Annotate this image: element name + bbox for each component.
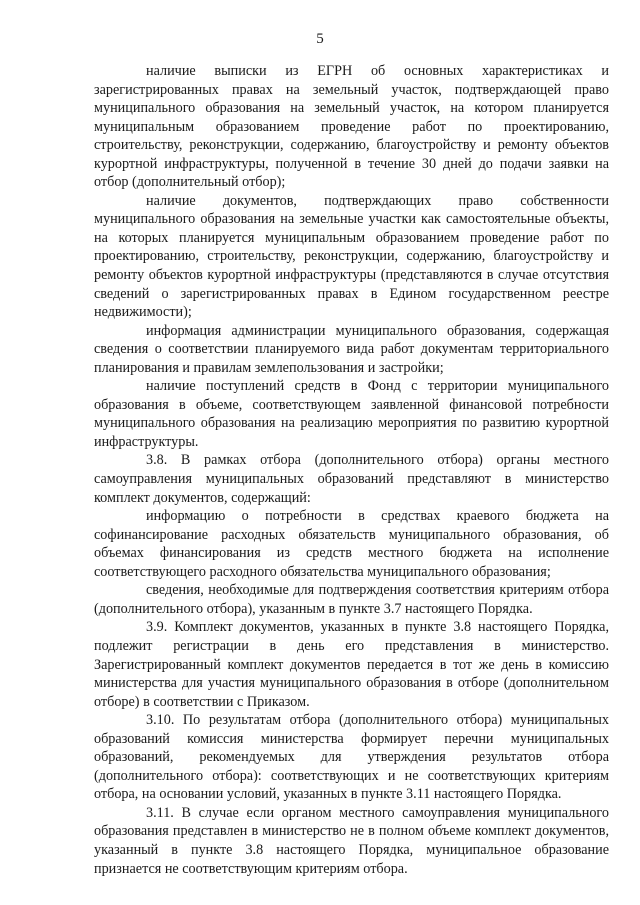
paragraph-3-8: 3.8. В рамках отбора (дополнительного отбора) органы местного самоуправления муниципальных образований представляют в министерство комплект документов, содержащий: bbox=[94, 452, 609, 506]
paragraph-egrn-extract: наличие выписки из ЕГРН об основных характеристиках и зарегистрированных правах на земельный участок, подтверждающей право муниципального образования на земельный участок, на котором планируется муниципальным образованием проведение работ по проектированию, строительству, реконструкции, содержанию, благоустройству и ремонту объектов курортной инфраструктуры, полученной в течение 30 дней до подачи заявки на отбор (дополнительный отбор); bbox=[94, 63, 609, 191]
paragraph-administration-information: информация администрации муниципального образования, содержащая сведения о соответствии планируемого вида работ документам территориального планирования и правилам землепользования и застройки; bbox=[94, 322, 609, 376]
document-body bbox=[94, 62, 609, 878]
paragraph-3-10: 3.10. По результатам отбора (дополнительного отбора) муниципальных образований комиссия министерства формирует перечни муниципальных образований, рекомендуемых для утверждения результатов отбора (дополнительного отбора): соответствующих и не соответствующих критериям отбора, на основании условий, указанных в пункте 3.11 настоящего Порядка. bbox=[94, 712, 609, 803]
paragraph-criteria-information: сведения, необходимые для подтверждения соответствия критериям отбора (дополнительного отбора), указанным в пункте 3.7 настоящего Порядка. bbox=[94, 582, 609, 617]
paragraph-fund-receipts: наличие поступлений средств в Фонд с территории муниципального образования в объеме, соответствующем заявленной финансовой потребности муниципального образования на реализацию мероприятия по развитию курортной инфраструктуры. bbox=[94, 378, 609, 450]
paragraph-3-11: 3.11. В случае если органом местного самоуправления муниципального образования представлен в министерство не в полном объеме комплект документов, указанный в пункте 3.8 настоящего Порядка, муниципальное образование признается не соответствующим критериям отбора. bbox=[94, 804, 609, 877]
paragraph-ownership-documents: наличие документов, подтверждающих право собственности муниципального образования на земельные участки как самостоятельные объекты, на которых планируется муниципальным образованием проведение работ по проектированию, строительству, реконструкции, содержанию, благоустройству и ремонту объектов курортной инфраструктуры (представляются в случае отсутствия сведений о зарегистрированных правах в Едином государственном реестре недвижимости); bbox=[94, 192, 609, 321]
page-number: 5 bbox=[316, 31, 324, 47]
paragraph-budget-needs: информацию о потребности в средствах краевого бюджета на софинансирование расходных обязательств муниципального образования, об объемах финансирования из средств местного бюджета на исполнение соответствующего расходного обязательства муниципального образования; bbox=[94, 508, 609, 580]
paragraph-3-9: 3.9. Комплект документов, указанных в пункте 3.8 настоящего Порядка, подлежит регистрации в день его представления в министерство. Зарегистрированный комплект документов передается в тот же день в комиссию министерства для участия муниципального образования в отборе (дополнительном отборе) в соответствии с Приказом. bbox=[94, 619, 609, 710]
